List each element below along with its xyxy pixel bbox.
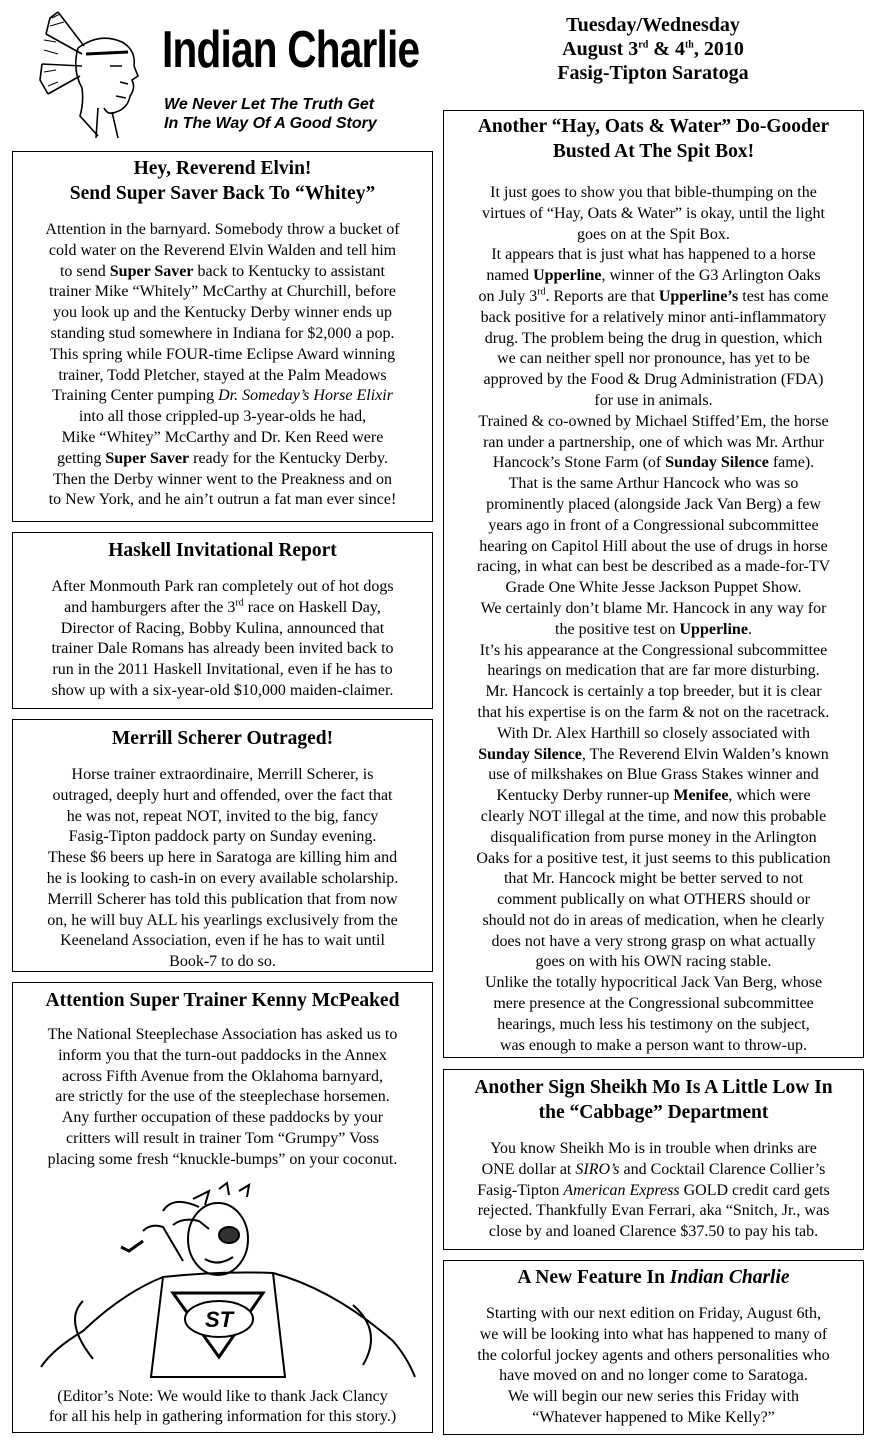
tagline-line-2: In The Way Of A Good Story — [164, 115, 377, 132]
article-scherer — [12, 719, 433, 972]
cartoon-emblem-text: ST — [204, 1306, 233, 1332]
article-body: Attention in the barnyard. Somebody throw a bucket of cold water on the Reverend Elvin Walden and tell him to send Super Saver back to Kentucky to assistant trainer Mike “Whitely” McCarthy at Churchill, before you look up and the Kentucky Derby winner ends up standing stud somewhere in Indiana for $2,000 a pop. This spring while FOUR-time Eclipse Award winning trainer, Todd Pletcher, stayed at the Palm Meadows Training Center pumping Dr. Someday’s Horse Elixir into all those crippled-up 3-year-olds he had, Mike “Whitey” McCarthy and Dr. Ken Reed were getting Super Saver ready for the Kentucky Derby. Then the Derby winner went to the Preakness and on to New York, and he ain’t outrun a fat man ever since! — [45, 221, 400, 509]
dateline-days: Tuesday/Wednesday — [566, 14, 740, 36]
article-new-feature — [443, 1260, 864, 1435]
article-title: Merrill Scherer Outraged! — [111, 728, 334, 749]
dateline-date: August 3rd & 4th, 2010 — [562, 38, 744, 60]
article-title: Haskell Invitational Report — [108, 540, 337, 561]
article-title: Attention Super Trainer Kenny McPeaked — [45, 990, 400, 1011]
masthead-tagline — [164, 95, 377, 133]
article-hay-oats-water — [443, 110, 864, 1058]
article-body: The National Steeplechase Association has asked us to inform you that the turn-out paddocks in the Annex across Fifth Avenue from the Oklahoma barnyard, are strictly for the use of the steeplechase horsemen. Any further occupation of these paddocks by your critters will result in trainer Tom “Grumpy” Voss placing some fresh “knuckle-bumps” on your coconut. — [47, 1026, 398, 1168]
article-body: After Monmouth Park ran completely out of hot dogs and hamburgers after the 3rd race on Haskell Day, Director of Racing, Bobby Kulina, announced that trainer Dale Romans has already been invited back to run in the 2011 Haskell Invitational, even if he has to show up with a six-year-old $10,000 maiden-claimer. — [51, 578, 394, 699]
indian-head-logo — [38, 4, 158, 140]
super-trainer-cartoon — [23, 1181, 423, 1381]
dateline-venue: Fasig-Tipton Saratoga — [557, 62, 749, 84]
article-title: A New Feature In Indian Charlie — [517, 1267, 790, 1288]
article-body: Starting with our next edition on Friday, August 6th, we will be looking into what has happened to many of the colorful jockey agents and others personalities who have moved on and no longer come to Saratoga. We will begin our new series this Friday with “Whatever happened to Mike Kelly?” — [477, 1305, 830, 1426]
article-body: It just goes to show you that bible-thumping on the virtues of “Hay, Oats & Water” is okay, until the light goes on at the Spit Box. It appears that is just what has happened to a horse named Upperline, winner of the G3 Arlington Oaks on July 3rd. Reports are that Upperline’s test has come back positive for a relatively minor anti-inflammatory drug. The problem being the drug in question, which we can neither spell nor pronounce, has yet to be approved by the Food & Drug Administration (FDA) for use in animals. Trained & co-owned by Michael Stiffed’Em, the horse ran under a partnership, one of which was Mr. Arthur Hancock’s Stone Farm (of Sunday Silence fame). That is the same Arthur Hancock who was so prominently placed (alongside Jack Van Berg) a few years ago in front of a Congressional subcommittee hearing on Capitol Hill about the use of drugs in horse racing, in what can best be described as a made-for-TV Grade One White Jesse Jackson Puppet Show. We certainly don’t blame Mr. Hancock in any way for the positive test on Upperline. It’s his appearance at the Congressional subcommittee hearings on medication that are far more disturbing. Mr. Hancock is certainly a top breeder, but it is clear that his expertise is on the farm & not on the racetrack. With Dr. Alex Harthill so closely associated with Sunday Silence, The Reverend Elvin Walden’s known use of milkshakes on Blue Grass Stakes winner and Kentucky Derby runner-up Menifee, which were clearly NOT illegal at the time, and now this probable disqualification from purse money in the Arlington Oaks for a positive test, it just seems to this publication that Mr. Hancock might be better served to not comment publically on what OTHERS should or should not do in areas of medication, when he clearly does not have a very strong grasp on what actually goes on with his OWN racing stable. Unlike the totally hypocritical Jack Van Berg, whose mere presence at the Congressional subcommittee hearings, much less his testimony on the subject, was enough to make a person want to throw-up. — [476, 184, 831, 1054]
article-title: Hey, Reverend Elvin! Send Super Saver Back To “Whitey” — [69, 158, 376, 204]
tagline-line-1: We Never Let The Truth Get — [164, 96, 375, 113]
article-body: You know Sheikh Mo is in trouble when drinks are ONE dollar at SIRO’s and Cocktail Clarence Collier’s Fasig-Tipton American Express GOLD credit card gets rejected. Thankfully Evan Ferrari, aka “Snitch, Jr., was close by and loaned Clarence $37.50 to pay his tab. — [477, 1140, 830, 1241]
article-title: Another “Hay, Oats & Water” Do-Gooder Busted At The Spit Box! — [477, 116, 830, 162]
article-haskell — [12, 532, 433, 709]
editor-note: (Editor’s Note: We would like to thank Jack Clancy for all his help in gathering information for this story.) — [48, 1387, 397, 1426]
article-sheikh-mo — [443, 1069, 864, 1250]
article-title: Another Sign Sheikh Mo Is A Little Low In the “Cabbage” Department — [474, 1077, 833, 1123]
masthead-title: Indian Charlie — [162, 21, 420, 79]
dateline — [443, 13, 863, 85]
article-reverend — [12, 151, 433, 522]
article-mcpeaked — [12, 982, 433, 1433]
article-body: Horse trainer extraordinaire, Merrill Scherer, is outraged, deeply hurt and offended, over the fact that he was not, repeat NOT, invited to the big, fancy Fasig-Tipton paddock party on Sunday evening. These $6 beers up here in Saratoga are killing him and he is looking to cash-in on every available scholarship. Merrill Scherer has told this publication that from now on, he will buy ALL his yearlings exclusively from the Keeneland Association, even if he has to wait until Book-7 to do so. — [46, 766, 399, 971]
